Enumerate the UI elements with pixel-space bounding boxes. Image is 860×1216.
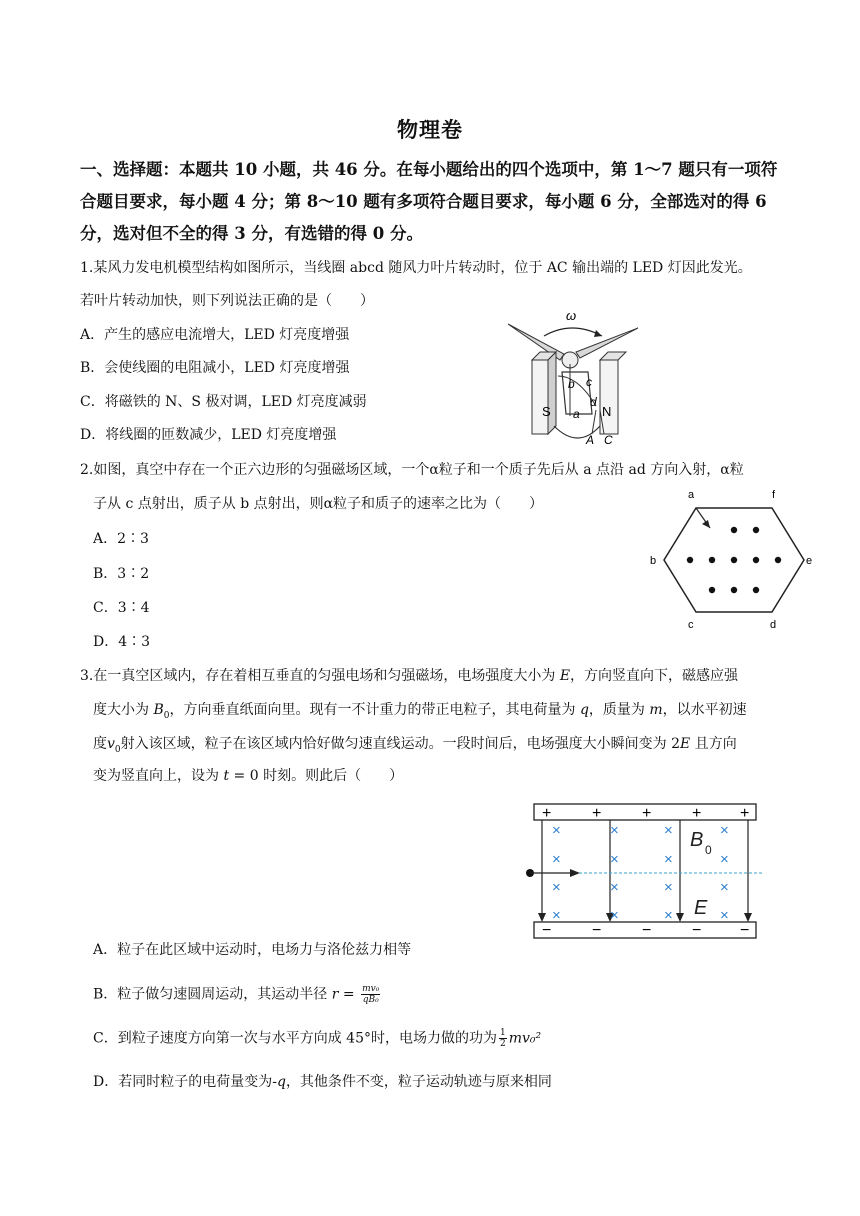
magnet-n-top: [600, 352, 626, 360]
q3-stem-line-2: 度大小为 $B_0$，方向垂直纸面向里。现有一不计重力的带正电粒子，其电荷量为 q，质量为 m，以水平初速: [93, 702, 747, 721]
minus-sign-2: −: [592, 922, 602, 939]
magnet-s-side: [548, 352, 556, 434]
q2-option-c: C．3∶4: [93, 600, 150, 616]
plus-sign-3: +: [642, 805, 652, 822]
section-heading-line-3: 分，选对但不全的得 3 分，有选错的得 0 分。: [80, 224, 423, 243]
svg-text:×: ×: [664, 851, 673, 868]
vertex-label-f: f: [772, 489, 776, 501]
terminal-label-c: C: [604, 433, 613, 447]
radius-fraction: $\frac{\text{mv₀}}{\text{qB₀}}$: [362, 984, 380, 1005]
magnet-s-front: [532, 360, 548, 434]
e-field-label: E: [694, 897, 708, 919]
vertex-label-e: e: [806, 555, 813, 567]
plus-sign-1: +: [542, 805, 552, 822]
q3-stem-line-1: 3.在一真空区域内，存在着相互垂直的匀强电场和匀强磁场，电场强度大小为 E，方向竖直向下，磁感应强: [80, 668, 739, 684]
q2-option-b: B．3∶2: [93, 566, 150, 582]
rotation-arrow: [544, 328, 602, 336]
q3-option-b: B．粒子做匀速圆周运动，其运动半径 r = $\frac{\text{mv₀}}{\text{qB₀}}$: [93, 984, 380, 1005]
q3-option-c: C．到粒子速度方向第一次与水平方向成 45°时，电场力做的功为 $\frac{1}{2}$ mv₀²: [93, 1028, 542, 1049]
q1-option-c: C．将磁铁的 N、S 极对调，LED 灯亮度减弱: [80, 394, 367, 410]
svg-text:×: ×: [720, 879, 729, 896]
svg-text:×: ×: [552, 879, 561, 896]
svg-text:×: ×: [664, 907, 673, 924]
svg-text:×: ×: [664, 879, 673, 896]
vertex-label-d: d: [770, 619, 777, 631]
q2-option-d: D．4∶3: [93, 634, 151, 650]
svg-text:×: ×: [720, 907, 729, 924]
coil-label-a: a: [573, 407, 580, 421]
electric-field-lines: [542, 820, 748, 918]
coil-label-b: b: [568, 377, 575, 391]
svg-text:×: ×: [552, 822, 561, 839]
wind-generator-figure: [500, 306, 650, 450]
q1-option-b: B．会使线圈的电阻减小，LED 灯亮度增强: [80, 360, 350, 376]
b-field-label: B: [690, 829, 704, 851]
crossed-fields-figure: [514, 800, 766, 944]
vertex-label-a: a: [688, 489, 695, 501]
q1-stem-line-1: 1.某风力发电机模型结构如图所示，当线圈 abcd 随风力叶片转动时，位于 AC 输出端的 LED 灯因此发光。: [80, 260, 752, 276]
hexagon-field-figure: [644, 484, 820, 632]
pole-s-label: S: [542, 404, 551, 419]
svg-text:×: ×: [552, 907, 561, 924]
svg-text:×: ×: [610, 851, 619, 868]
svg-text:×: ×: [720, 822, 729, 839]
vertex-label-c: c: [688, 619, 694, 631]
plus-sign-4: +: [692, 805, 702, 822]
svg-text:×: ×: [720, 851, 729, 868]
svg-text:×: ×: [610, 879, 619, 896]
svg-text:×: ×: [664, 822, 673, 839]
pole-n-label: N: [602, 404, 612, 419]
q3-option-d: D．若同时粒子的电荷量变为-q，其他条件不变，粒子运动轨迹与原来相同: [93, 1074, 552, 1090]
q2-stem-line-1: 2.如图，真空中存在一个正六边形的匀强磁场区域，一个α粒子和一个质子先后从 a 点沿 ad 方向入射，α粒: [80, 462, 744, 478]
rotation-arrow-head: [594, 330, 602, 337]
minus-sign-3: −: [642, 922, 652, 939]
q2-option-a: A．2∶3: [93, 531, 149, 547]
q1-option-d: D．将线圈的匝数减少，LED 灯亮度增强: [80, 427, 337, 443]
omega-label: ω: [566, 308, 577, 323]
q3-stem-line-3: 度$v_0$射入该区域，粒子在该区域内恰好做匀速直线运动。一段时间后，电场强度大小瞬间变为 2E 且方向: [93, 736, 737, 755]
half-fraction: $\frac{1}{2}$: [499, 1028, 506, 1049]
q2-stem-line-2: 子从 c 点射出，质子从 b 点射出，则α粒子和质子的速率之比为（ ）: [93, 496, 544, 512]
vertex-label-b: b: [650, 555, 657, 567]
plus-sign-5: +: [740, 805, 750, 822]
svg-text:×: ×: [610, 907, 619, 924]
svg-text:×: ×: [552, 851, 561, 868]
minus-sign-5: −: [740, 922, 750, 939]
plus-sign-2: +: [592, 805, 602, 822]
q3-option-a: A．粒子在此区域中运动时，电场力与洛伦兹力相等: [93, 942, 412, 958]
q1-stem-line-2: 若叶片转动加快，则下列说法正确的是（ ）: [80, 293, 374, 309]
section-heading-line-1: 一、选择题：本题共 10 小题，共 46 分。在每小题给出的四个选项中，第 1～7 题只有一项符: [80, 160, 778, 179]
terminal-label-a: A: [586, 433, 595, 447]
minus-sign-4: −: [692, 922, 702, 939]
svg-text:×: ×: [610, 822, 619, 839]
coil-label-d: d: [590, 395, 597, 409]
magnet-n-front: [600, 360, 618, 434]
b-field-subscript: 0: [705, 843, 712, 857]
coil-label-c: c: [586, 375, 592, 389]
q1-option-a: A．产生的感应电流增大，LED 灯亮度增强: [80, 327, 350, 343]
section-heading-line-2: 合题目要求，每小题 4 分；第 8～10 题有多项符合题目要求，每小题 6 分，全部选对的得 6: [80, 192, 767, 211]
page-title: 物理卷: [397, 117, 463, 142]
minus-sign-1: −: [542, 922, 552, 939]
q3-stem-line-4: 变为竖直向上，设为 t = 0 时刻。则此后（ ）: [93, 768, 404, 784]
